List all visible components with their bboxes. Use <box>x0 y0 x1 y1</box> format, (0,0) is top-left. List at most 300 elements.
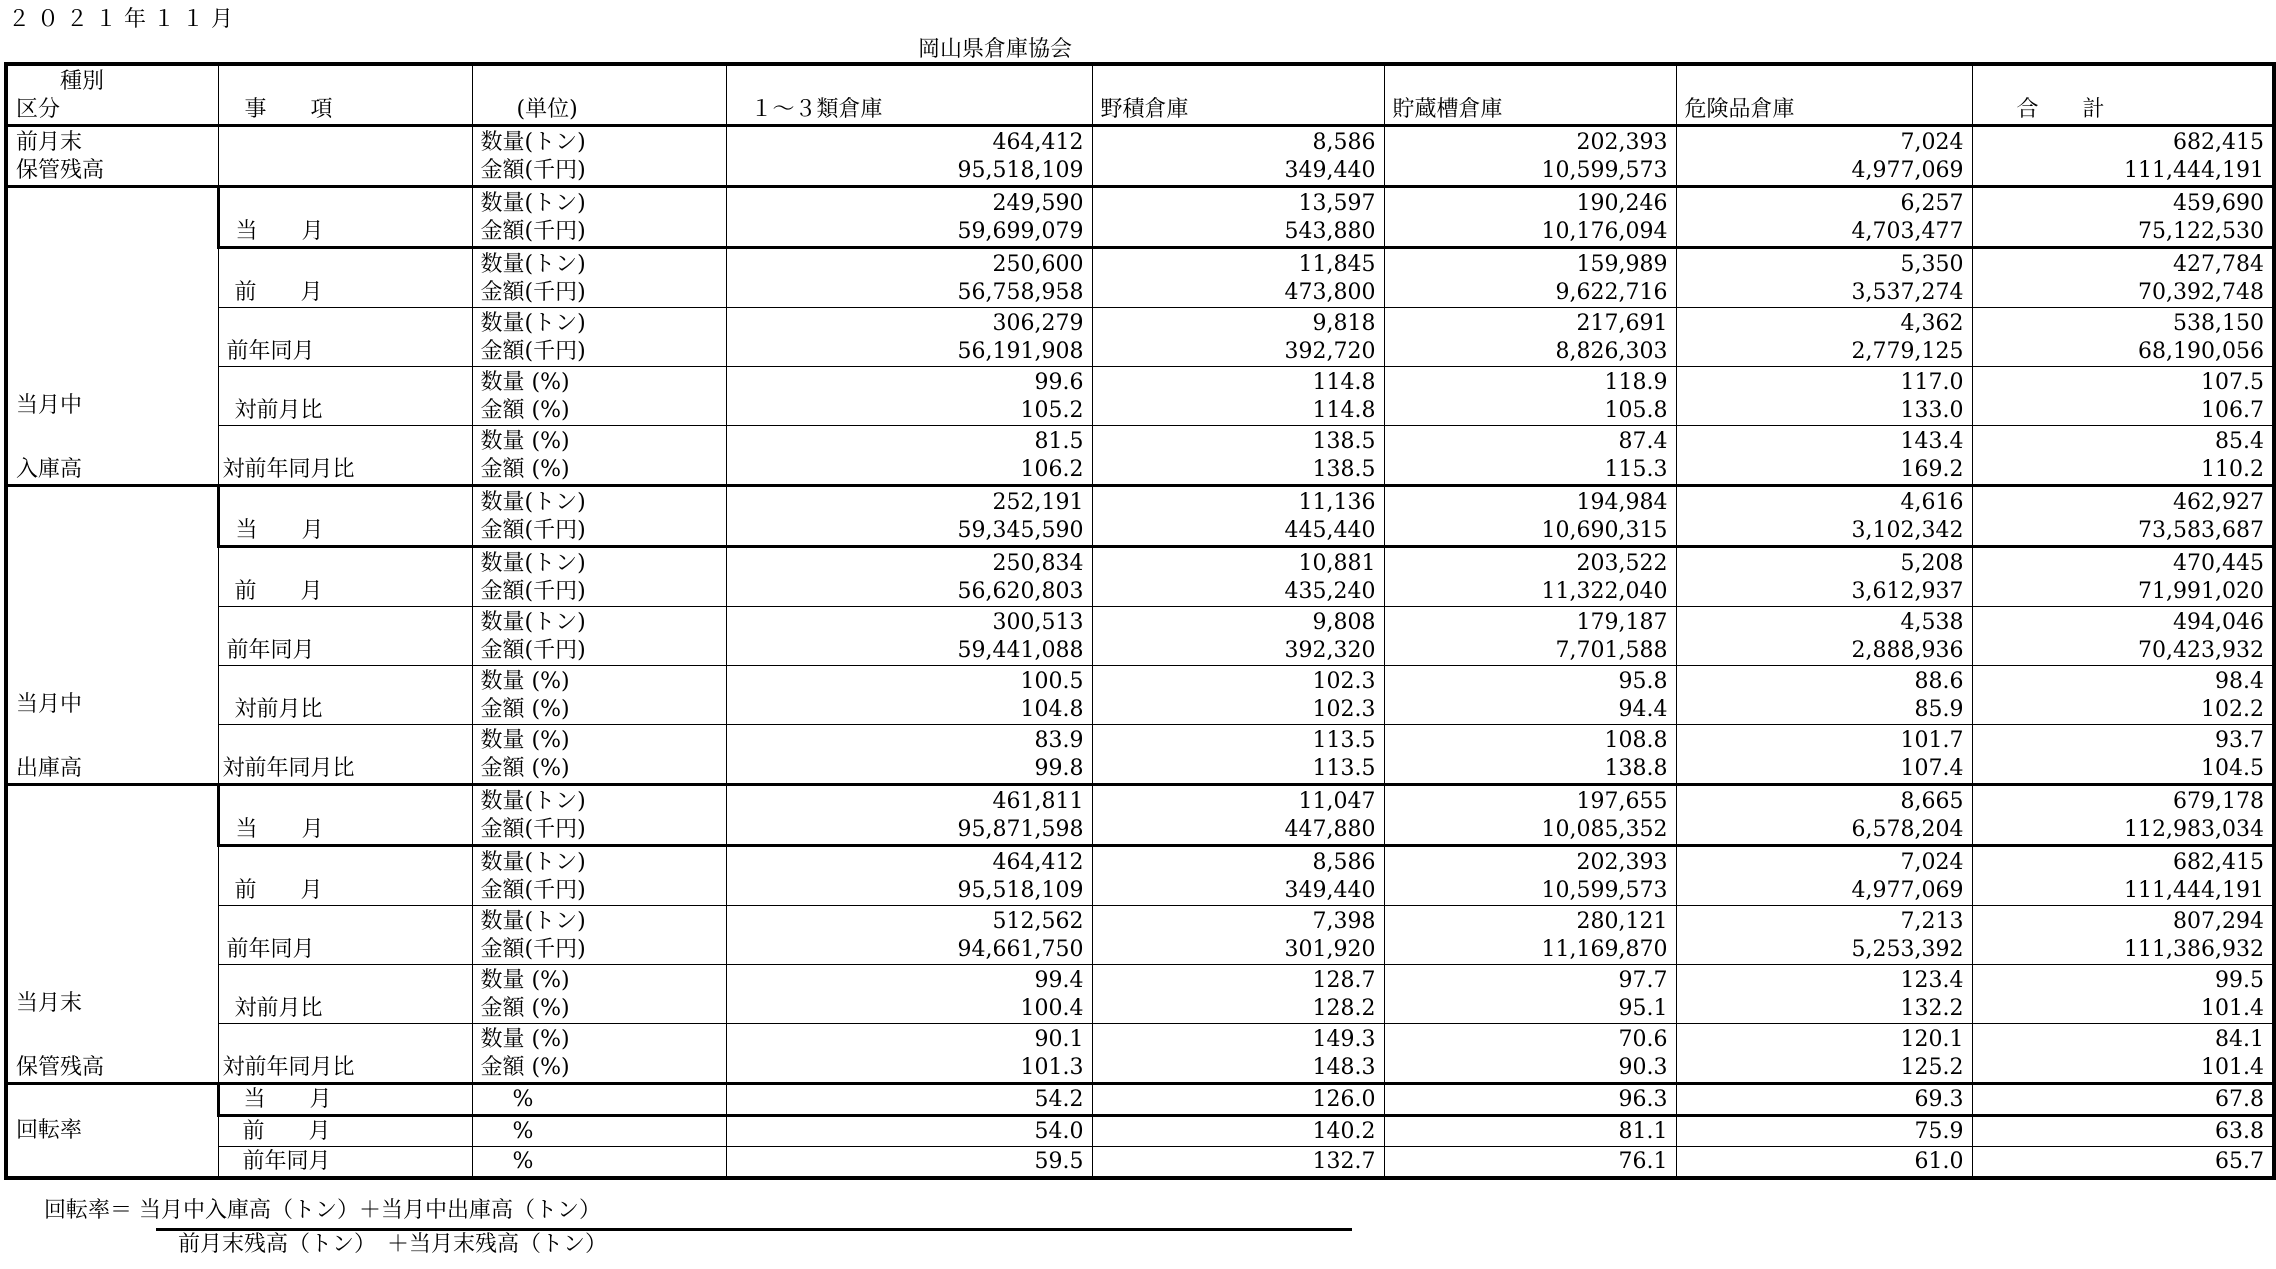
quantity-value: 280,121 <box>1576 909 1668 934</box>
unit-cell-line1: 数量(トン) <box>480 252 586 277</box>
unit-cell-line2: 金額(千円) <box>480 339 586 364</box>
value-cell <box>1384 725 1676 785</box>
section-label-outbound-line1: 当月中 <box>16 692 83 717</box>
quantity-value: 13,597 <box>1298 191 1376 216</box>
unit-cell-line2: 金額(千円) <box>480 638 586 663</box>
quantity-value: 5,350 <box>1900 252 1964 277</box>
header-col-4: 危険品倉庫 <box>1676 64 1972 126</box>
quantity-value: 4,616 <box>1900 490 1964 515</box>
amount-value: 104.8 <box>1020 697 1084 722</box>
value-cell <box>1092 846 1384 906</box>
quantity-value: 93.7 <box>2215 728 2264 753</box>
amount-value: 128.2 <box>1312 996 1376 1021</box>
quantity-value: 120.1 <box>1900 1027 1964 1052</box>
amount-value: 543,880 <box>1284 219 1376 244</box>
quantity-value: 97.7 <box>1618 968 1668 993</box>
item-label: 前 月 <box>218 547 472 607</box>
unit-cell-line2: 金額 (%) <box>480 996 570 1021</box>
table-row <box>6 785 2274 846</box>
value-cell <box>1676 367 1972 426</box>
value-cell <box>726 248 1092 308</box>
unit-cell <box>472 725 726 785</box>
quantity-value: 6,257 <box>1900 191 1964 216</box>
value-cell <box>1384 547 1676 607</box>
value-cell <box>1092 248 1384 308</box>
amount-value: 100.4 <box>1020 996 1084 1021</box>
value-cell <box>1092 906 1384 965</box>
amount-value: 10,085,352 <box>1541 817 1668 842</box>
value-cell <box>1972 426 2274 486</box>
value-cell <box>1972 1024 2274 1084</box>
amount-value: 111,444,191 <box>2124 158 2264 183</box>
amount-value: 7,701,588 <box>1555 638 1668 663</box>
table-row <box>6 248 2274 308</box>
unit-cell <box>472 187 726 248</box>
quantity-value: 538,150 <box>2173 311 2264 336</box>
unit-cell <box>472 846 726 906</box>
value-cell <box>726 547 1092 607</box>
amount-value: 106.7 <box>2201 398 2264 423</box>
amount-value: 94,661,750 <box>957 937 1084 962</box>
value-cell <box>1092 965 1384 1024</box>
quantity-value: 7,213 <box>1900 909 1964 934</box>
unit-cell <box>472 785 726 846</box>
unit-cell-line1: 数量(トン) <box>480 130 586 155</box>
item-label: 前 月 <box>218 1116 472 1147</box>
amount-value: 10,599,573 <box>1541 158 1668 183</box>
amount-value: 85.9 <box>1914 697 1964 722</box>
value-cell <box>1384 308 1676 367</box>
value-cell <box>1676 126 1972 187</box>
value-cell <box>726 367 1092 426</box>
quantity-value: 250,834 <box>992 551 1084 576</box>
value-cell <box>1676 1024 1972 1084</box>
amount-value: 133.0 <box>1900 398 1964 423</box>
amount-value: 111,444,191 <box>2124 878 2264 903</box>
amount-value: 11,322,040 <box>1541 579 1668 604</box>
header-col-3: 貯蔵槽倉庫 <box>1384 64 1676 126</box>
value-cell <box>1676 486 1972 547</box>
turnover-value: 59.5 <box>726 1147 1092 1179</box>
turnover-value: 63.8 <box>1972 1116 2274 1147</box>
table-row <box>6 187 2274 248</box>
quantity-value: 7,398 <box>1312 909 1376 934</box>
unit-cell-line1: 数量 (%) <box>480 968 570 993</box>
unit-cell <box>472 367 726 426</box>
quantity-value: 99.6 <box>1034 370 1084 395</box>
table-row <box>6 308 2274 367</box>
quantity-value: 9,808 <box>1312 610 1376 635</box>
unit-cell <box>472 547 726 607</box>
amount-value: 112,983,034 <box>2124 817 2264 842</box>
quantity-value: 194,984 <box>1576 490 1668 515</box>
unit-cell-line1: 数量 (%) <box>480 728 570 753</box>
value-cell <box>1972 308 2274 367</box>
value-cell <box>1092 1024 1384 1084</box>
table-row <box>6 1147 2274 1179</box>
turnover-value: 75.9 <box>1676 1116 1972 1147</box>
formula-denominator: 前月末残高（トン） ＋当月末残高（トン） <box>178 1232 608 1257</box>
amount-value: 99.8 <box>1034 756 1084 781</box>
header-col-5: 合 計 <box>1972 64 2274 126</box>
amount-value: 101.4 <box>2201 996 2264 1021</box>
turnover-formula <box>44 1196 608 1257</box>
amount-value: 75,122,530 <box>2138 219 2264 244</box>
amount-value: 115.3 <box>1604 457 1668 482</box>
item-label: 対前月比 <box>218 367 472 426</box>
value-cell <box>1676 666 1972 725</box>
quantity-value: 107.5 <box>2201 370 2264 395</box>
amount-value: 70,423,932 <box>2138 638 2264 663</box>
unit-cell-line2: 金額(千円) <box>480 280 586 305</box>
quantity-value: 123.4 <box>1900 968 1964 993</box>
quantity-value: 159,989 <box>1576 252 1668 277</box>
value-cell <box>1972 725 2274 785</box>
table-row <box>6 1084 2274 1116</box>
value-cell <box>1972 126 2274 187</box>
amount-value: 125.2 <box>1900 1055 1964 1080</box>
value-cell <box>1092 547 1384 607</box>
unit-cell-line1: 数量 (%) <box>480 669 570 694</box>
formula-lhs: 回転率＝ <box>44 1198 133 1223</box>
turnover-value: 67.8 <box>1972 1084 2274 1116</box>
unit-cell-line1: 数量 (%) <box>480 370 570 395</box>
value-cell <box>1092 426 1384 486</box>
value-cell <box>1972 248 2274 308</box>
quantity-value: 100.5 <box>1020 669 1084 694</box>
quantity-value: 202,393 <box>1576 850 1668 875</box>
value-cell <box>1972 547 2274 607</box>
unit-cell-line1: 数量 (%) <box>480 1027 570 1052</box>
amount-value: 4,977,069 <box>1851 158 1964 183</box>
value-cell <box>1384 1024 1676 1084</box>
unit-cell-line2: 金額 (%) <box>480 697 570 722</box>
header-item: 事 項 <box>218 64 472 126</box>
amount-value: 445,440 <box>1284 518 1376 543</box>
amount-value: 473,800 <box>1284 280 1376 305</box>
unit-cell-line1: 数量(トン) <box>480 311 586 336</box>
unit-cell <box>472 126 726 187</box>
table-row <box>6 607 2274 666</box>
value-cell <box>1676 248 1972 308</box>
item-label: 対前月比 <box>218 965 472 1024</box>
quantity-value: 99.5 <box>2215 968 2264 993</box>
amount-value: 95,871,598 <box>957 817 1084 842</box>
table-row <box>6 666 2274 725</box>
amount-value: 132.2 <box>1900 996 1964 1021</box>
table-body <box>6 64 2274 1178</box>
quantity-value: 250,600 <box>992 252 1084 277</box>
amount-value: 113.5 <box>1312 756 1376 781</box>
value-cell <box>1384 126 1676 187</box>
table-row <box>6 725 2274 785</box>
unit-cell <box>472 308 726 367</box>
quantity-value: 11,845 <box>1298 252 1376 277</box>
value-cell <box>1384 486 1676 547</box>
amount-value: 73,583,687 <box>2138 518 2264 543</box>
amount-value: 70,392,748 <box>2138 280 2264 305</box>
quantity-value: 461,811 <box>992 789 1084 814</box>
amount-value: 10,176,094 <box>1541 219 1668 244</box>
quantity-value: 85.4 <box>2215 429 2264 454</box>
value-cell <box>1092 607 1384 666</box>
value-cell <box>1972 785 2274 846</box>
turnover-value: 132.7 <box>1092 1147 1384 1179</box>
quantity-value: 4,538 <box>1900 610 1964 635</box>
value-cell <box>1384 426 1676 486</box>
amount-value: 111,386,932 <box>2124 937 2264 962</box>
amount-value: 71,991,020 <box>2138 579 2264 604</box>
unit-cell-line2: 金額 (%) <box>480 457 570 482</box>
value-cell <box>726 1024 1092 1084</box>
unit-cell-line2: 金額(千円) <box>480 219 586 244</box>
unit-cell: % <box>472 1116 726 1147</box>
value-cell <box>1092 126 1384 187</box>
table-row <box>6 1024 2274 1084</box>
quantity-value: 5,208 <box>1900 551 1964 576</box>
quantity-value: 143.4 <box>1900 429 1964 454</box>
quantity-value: 4,362 <box>1900 311 1964 336</box>
quantity-value: 95.8 <box>1618 669 1668 694</box>
quantity-value: 101.7 <box>1900 728 1964 753</box>
amount-value: 10,690,315 <box>1541 518 1668 543</box>
item-label: 当 月 <box>218 1084 472 1116</box>
amount-value: 90.3 <box>1618 1055 1668 1080</box>
section-label-inbound-line2: 入庫高 <box>16 457 83 482</box>
value-cell <box>1384 965 1676 1024</box>
value-cell <box>1384 846 1676 906</box>
amount-value: 11,169,870 <box>1541 937 1668 962</box>
amount-value: 8,826,303 <box>1555 339 1668 364</box>
quantity-value: 462,927 <box>2173 490 2264 515</box>
quantity-value: 8,665 <box>1900 789 1964 814</box>
value-cell <box>1676 308 1972 367</box>
value-cell <box>726 187 1092 248</box>
item-label: 当 月 <box>218 187 472 248</box>
amount-value: 3,537,274 <box>1851 280 1964 305</box>
unit-cell-line2: 金額(千円) <box>480 158 586 183</box>
turnover-value: 126.0 <box>1092 1084 1384 1116</box>
turnover-value: 54.0 <box>726 1116 1092 1147</box>
value-cell <box>1092 785 1384 846</box>
quantity-value: 512,562 <box>992 909 1084 934</box>
amount-value: 138.8 <box>1604 756 1668 781</box>
amount-value: 349,440 <box>1284 158 1376 183</box>
amount-value: 9,622,716 <box>1555 280 1668 305</box>
value-cell <box>726 846 1092 906</box>
value-cell <box>1676 785 1972 846</box>
table-row <box>6 486 2274 547</box>
turnover-value: 76.1 <box>1384 1147 1676 1179</box>
table-row <box>6 126 2274 187</box>
section-label-inbound <box>6 187 218 486</box>
section-label-outbound <box>6 486 218 785</box>
value-cell <box>1676 187 1972 248</box>
quantity-value: 217,691 <box>1576 311 1668 336</box>
quantity-value: 807,294 <box>2173 909 2264 934</box>
amount-value: 3,612,937 <box>1851 579 1964 604</box>
amount-value: 104.5 <box>2201 756 2264 781</box>
value-cell <box>1972 607 2274 666</box>
item-label: 前 月 <box>218 248 472 308</box>
amount-value: 107.4 <box>1900 756 1964 781</box>
section-label-opening <box>6 126 218 187</box>
header-col-1: １～３類倉庫 <box>726 64 1092 126</box>
amount-value: 10,599,573 <box>1541 878 1668 903</box>
unit-cell-line1: 数量(トン) <box>480 610 586 635</box>
quantity-value: 149.3 <box>1312 1027 1376 1052</box>
value-cell <box>726 308 1092 367</box>
item-label: 前 月 <box>218 846 472 906</box>
amount-value: 59,345,590 <box>957 518 1084 543</box>
quantity-value: 108.8 <box>1604 728 1668 753</box>
turnover-value: 54.2 <box>726 1084 1092 1116</box>
section-label-closing <box>6 785 218 1084</box>
item-label: 前年同月 <box>218 607 472 666</box>
value-cell <box>1092 486 1384 547</box>
quantity-value: 11,047 <box>1298 789 1376 814</box>
report-date: ２０２１年１１月 <box>8 7 241 32</box>
amount-value: 95,518,109 <box>957 158 1084 183</box>
quantity-value: 114.8 <box>1312 370 1376 395</box>
value-cell <box>1092 666 1384 725</box>
value-cell <box>726 906 1092 965</box>
value-cell <box>1676 906 1972 965</box>
value-cell <box>726 666 1092 725</box>
section-label-turnover: 回転率 <box>6 1084 218 1179</box>
quantity-value: 113.5 <box>1312 728 1376 753</box>
value-cell <box>1972 367 2274 426</box>
amount-value: 106.2 <box>1020 457 1084 482</box>
amount-value: 169.2 <box>1900 457 1964 482</box>
item-label: 対前年同月比 <box>218 725 472 785</box>
table-row <box>6 1116 2274 1147</box>
item-label: 当 月 <box>218 486 472 547</box>
quantity-value: 682,415 <box>2173 130 2264 155</box>
amount-value: 101.3 <box>1020 1055 1084 1080</box>
turnover-value: 140.2 <box>1092 1116 1384 1147</box>
value-cell <box>1676 607 1972 666</box>
section-label-outbound-line2: 出庫高 <box>16 756 83 781</box>
amount-value: 105.2 <box>1020 398 1084 423</box>
amount-value: 95.1 <box>1618 996 1668 1021</box>
amount-value: 59,699,079 <box>957 219 1084 244</box>
quantity-value: 249,590 <box>992 191 1084 216</box>
warehouse-statistics-table <box>4 62 2276 1180</box>
amount-value: 56,620,803 <box>957 579 1084 604</box>
quantity-value: 90.1 <box>1034 1027 1084 1052</box>
table-row <box>6 367 2274 426</box>
amount-value: 114.8 <box>1312 398 1376 423</box>
turnover-value: 96.3 <box>1384 1084 1676 1116</box>
value-cell <box>1676 846 1972 906</box>
quantity-value: 494,046 <box>2173 610 2264 635</box>
turnover-value: 81.1 <box>1384 1116 1676 1147</box>
unit-cell-line1: 数量(トン) <box>480 909 586 934</box>
unit-cell: % <box>472 1084 726 1116</box>
quantity-value: 84.1 <box>2215 1027 2264 1052</box>
unit-cell <box>472 965 726 1024</box>
amount-value: 4,977,069 <box>1851 878 1964 903</box>
amount-value: 4,703,477 <box>1851 219 1964 244</box>
value-cell <box>1972 187 2274 248</box>
amount-value: 392,320 <box>1284 638 1376 663</box>
unit-cell-line1: 数量(トン) <box>480 551 586 576</box>
table-row <box>6 426 2274 486</box>
header-category <box>6 64 218 126</box>
amount-value: 105.8 <box>1604 398 1668 423</box>
value-cell <box>1676 725 1972 785</box>
value-cell <box>1972 846 2274 906</box>
value-cell <box>1384 248 1676 308</box>
value-cell <box>1384 607 1676 666</box>
quantity-value: 10,881 <box>1298 551 1376 576</box>
quantity-value: 87.4 <box>1618 429 1668 454</box>
quantity-value: 7,024 <box>1900 130 1964 155</box>
value-cell <box>1092 308 1384 367</box>
quantity-value: 203,522 <box>1576 551 1668 576</box>
quantity-value: 88.6 <box>1914 669 1964 694</box>
item-label: 当 月 <box>218 785 472 846</box>
section-label-opening-line1: 前月末 <box>16 130 83 155</box>
amount-value: 59,441,088 <box>957 638 1084 663</box>
amount-value: 5,253,392 <box>1851 937 1964 962</box>
quantity-value: 682,415 <box>2173 850 2264 875</box>
amount-value: 56,191,908 <box>957 339 1084 364</box>
quantity-value: 8,586 <box>1312 850 1376 875</box>
header-category-line2: 区分 <box>16 97 61 122</box>
amount-value: 148.3 <box>1312 1055 1376 1080</box>
amount-value: 301,920 <box>1284 937 1376 962</box>
amount-value: 94.4 <box>1618 697 1668 722</box>
value-cell <box>1384 367 1676 426</box>
amount-value: 102.3 <box>1312 697 1376 722</box>
item-label: 対前年同月比 <box>218 426 472 486</box>
amount-value: 56,758,958 <box>957 280 1084 305</box>
item-label: 前年同月 <box>218 308 472 367</box>
value-cell <box>1384 666 1676 725</box>
quantity-value: 99.4 <box>1034 968 1084 993</box>
unit-cell <box>472 906 726 965</box>
table-row <box>6 965 2274 1024</box>
item-label: 前年同月 <box>218 906 472 965</box>
item-label: 対前年同月比 <box>218 1024 472 1084</box>
value-cell <box>1384 906 1676 965</box>
amount-value: 447,880 <box>1284 817 1376 842</box>
section-label-closing-line1: 当月末 <box>16 991 83 1016</box>
item-label: 前年同月 <box>218 1147 472 1179</box>
value-cell <box>726 785 1092 846</box>
quantity-value: 202,393 <box>1576 130 1668 155</box>
amount-value: 392,720 <box>1284 339 1376 364</box>
value-cell <box>1676 547 1972 607</box>
quantity-value: 252,191 <box>992 490 1084 515</box>
quantity-value: 118.9 <box>1604 370 1668 395</box>
amount-value: 3,102,342 <box>1851 518 1964 543</box>
section-label-inbound-line1: 当月中 <box>16 393 83 418</box>
amount-value: 2,888,936 <box>1851 638 1964 663</box>
quantity-value: 128.7 <box>1312 968 1376 993</box>
value-cell <box>726 426 1092 486</box>
unit-cell-line2: 金額(千円) <box>480 518 586 543</box>
quantity-value: 470,445 <box>2173 551 2264 576</box>
value-cell <box>1676 965 1972 1024</box>
value-cell <box>1092 187 1384 248</box>
unit-cell <box>472 1024 726 1084</box>
unit-cell <box>472 666 726 725</box>
unit-cell-line1: 数量(トン) <box>480 850 586 875</box>
unit-cell-line2: 金額 (%) <box>480 1055 570 1080</box>
